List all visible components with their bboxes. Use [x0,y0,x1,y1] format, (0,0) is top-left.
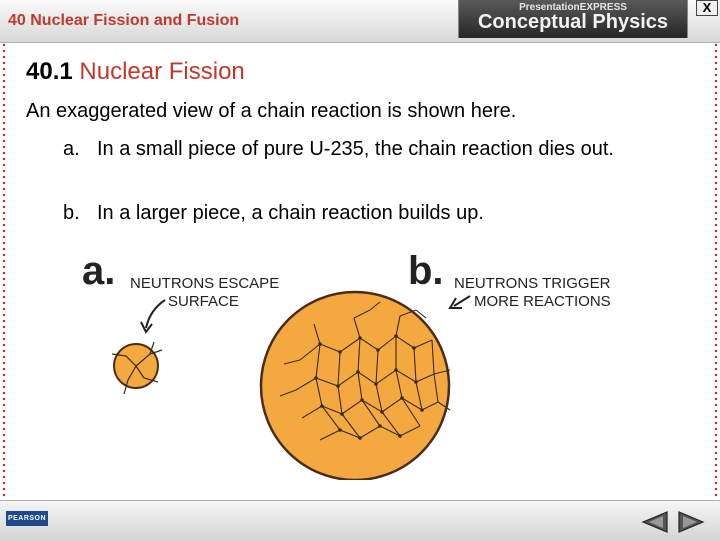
section-name: Nuclear Fission [79,58,245,85]
chain-reaction-illustration [70,240,660,480]
list-marker: b. [63,202,80,224]
pearson-logo: PEARSON [6,511,48,526]
caption-b-line2: MORE REACTIONS [474,293,611,310]
figure-label-a: a. [82,249,116,293]
arrow-b-icon [454,296,470,306]
list-marker: a. [63,138,80,160]
footer-bar [0,500,720,541]
right-dotted-border [714,42,718,498]
chapter-title: 40 Nuclear Fission and Fusion [8,12,240,29]
figure-label-b: b. [408,249,444,293]
header-bar [0,0,720,43]
list-item-text: In a larger piece, a chain reaction builds up. [97,202,484,224]
left-dotted-border [2,42,6,498]
caption-a-line1: NEUTRONS ESCAPE [130,275,280,292]
previous-slide-icon [640,510,670,534]
logo-title: Conceptual Physics [477,11,669,33]
next-slide-button[interactable] [676,510,706,534]
previous-slide-button[interactable] [640,510,670,534]
chain-reaction-figure [70,240,660,480]
intro-text: An exaggerated view of a chain reaction is shown here. [26,100,517,122]
conceptual-physics-logo [458,0,688,38]
close-button[interactable]: X [696,0,718,16]
caption-a-line2: SURFACE [168,293,239,310]
next-slide-icon [676,510,706,534]
section-number: 40.1 [26,58,73,85]
arrow-a-icon [146,300,165,328]
section-title [26,58,245,86]
logo-subtitle: PresentationEXPRESS [519,2,627,13]
list-item-text: In a small piece of pure U-235, the chain reaction dies out. [97,138,614,160]
caption-b-line1: NEUTRONS TRIGGER [454,275,611,292]
